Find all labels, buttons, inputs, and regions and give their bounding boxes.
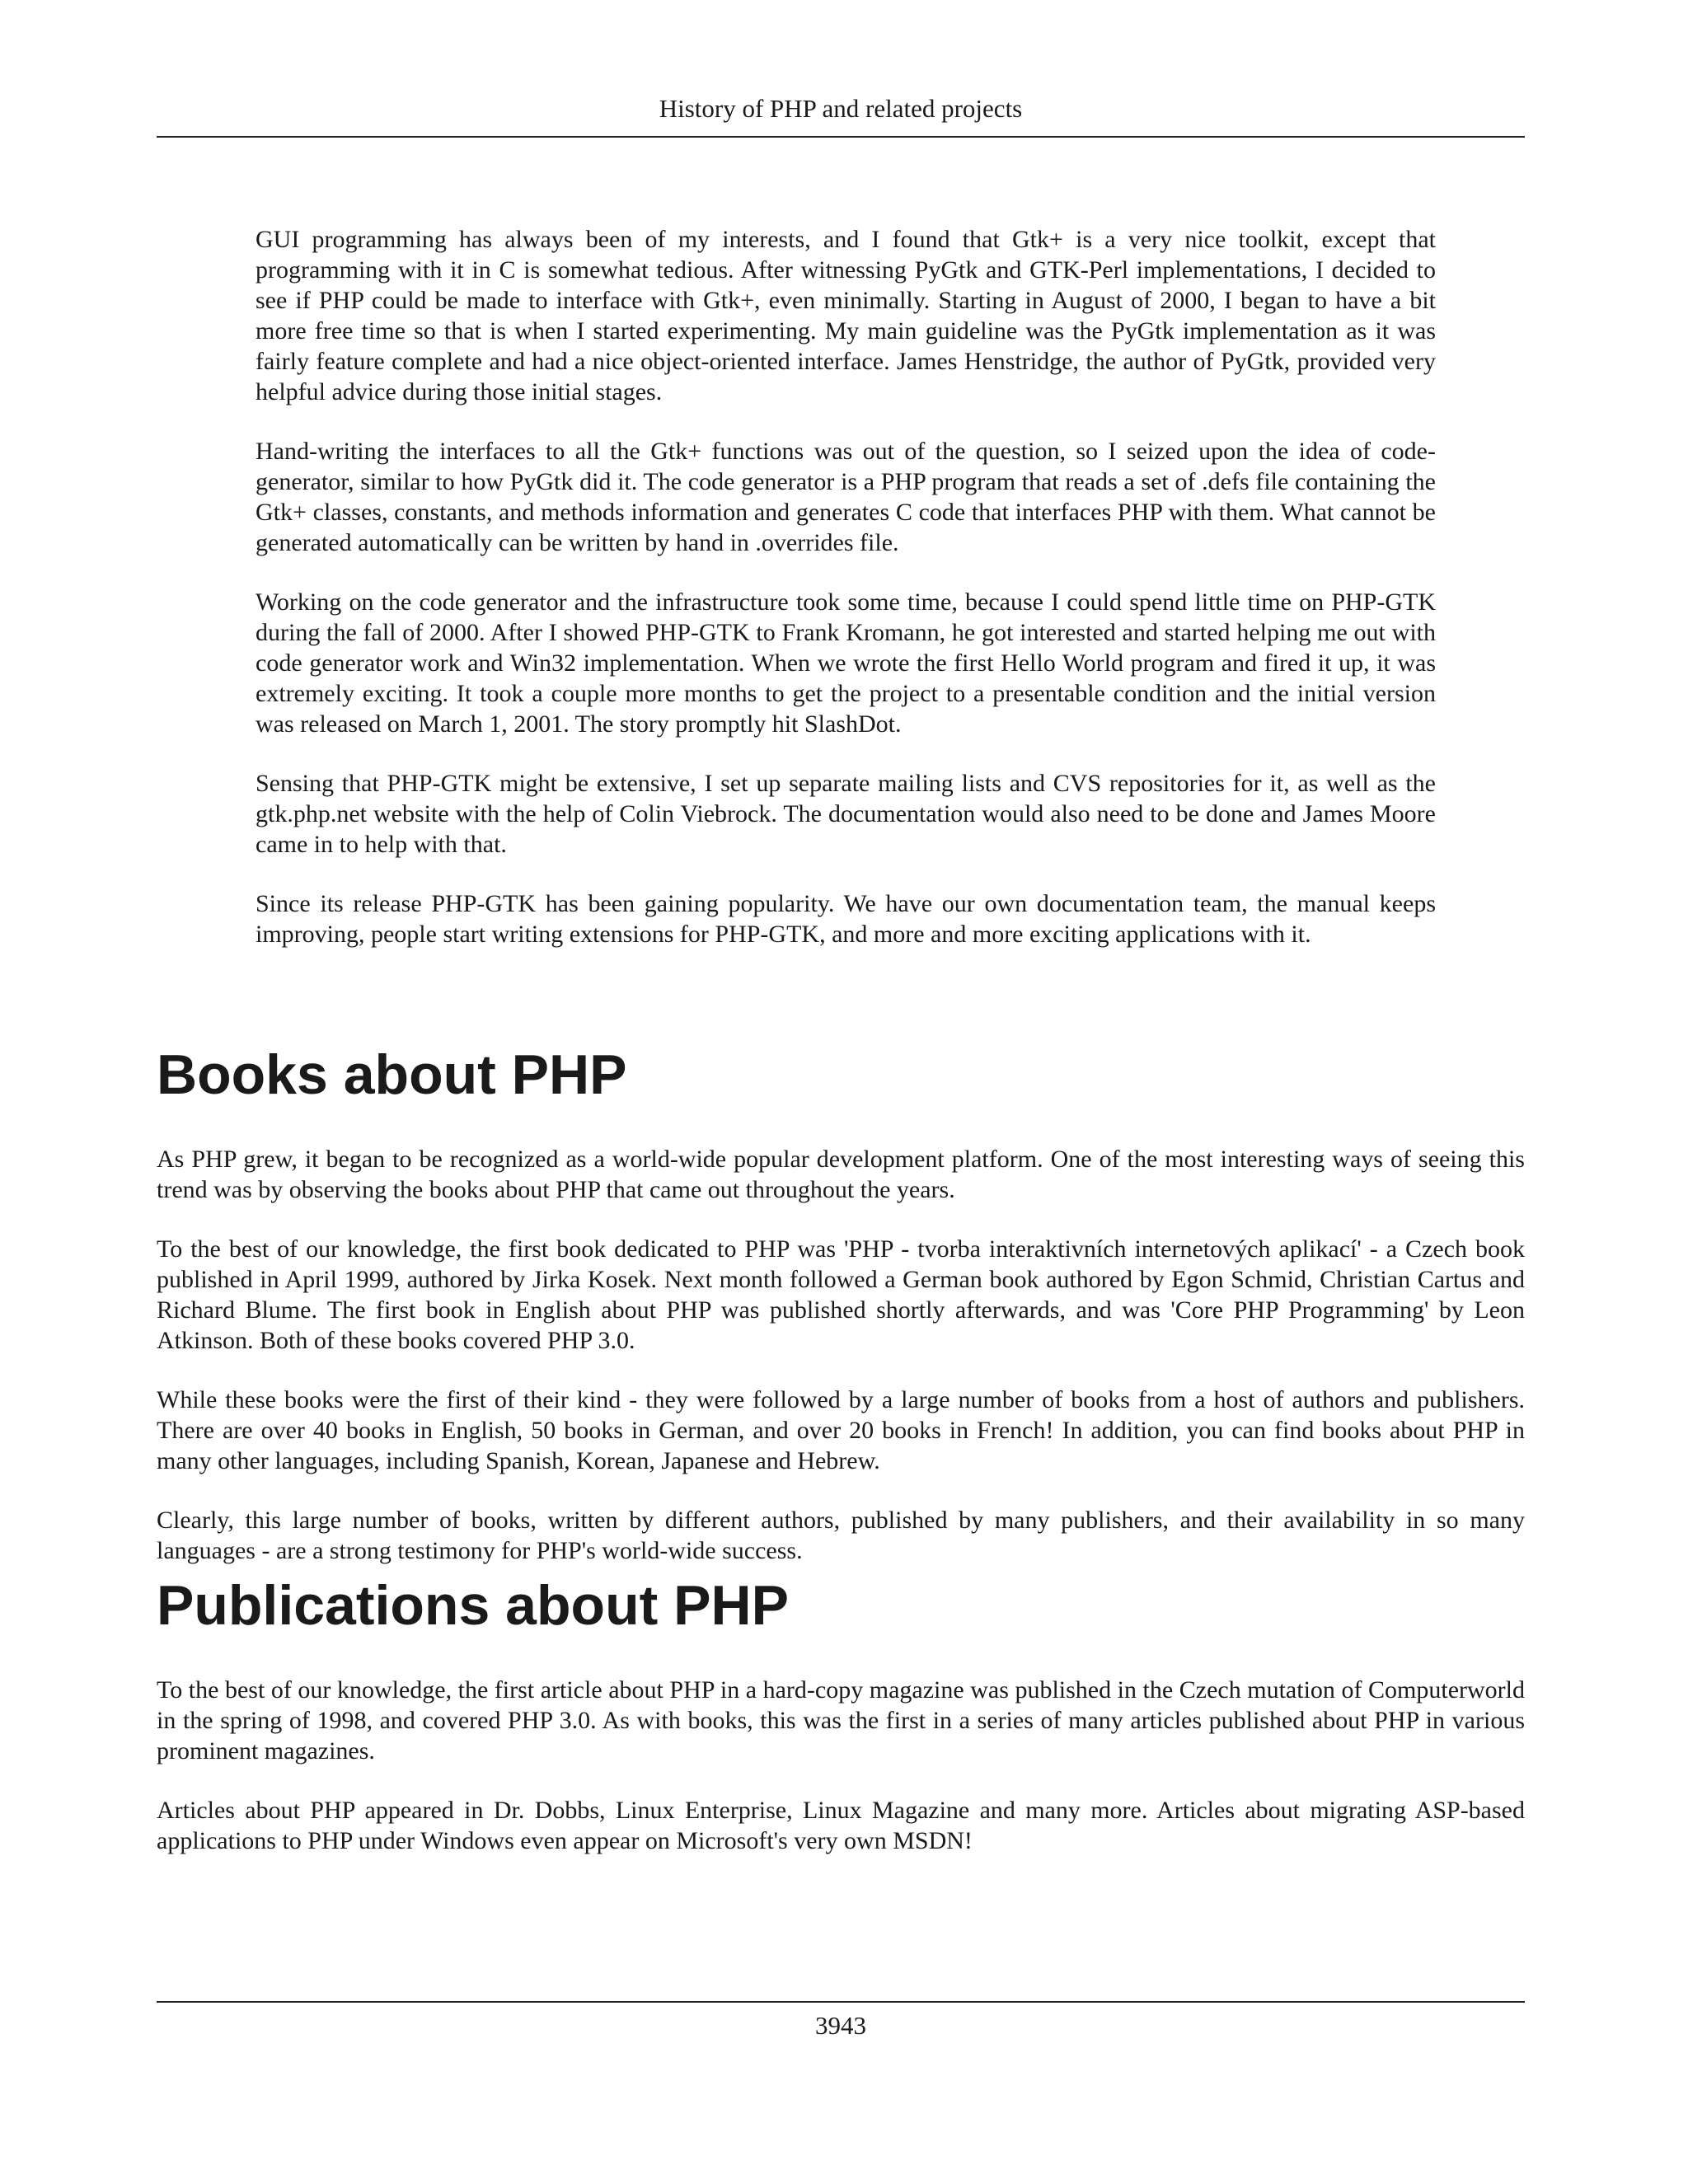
- books-paragraph-4: Clearly, this large number of books, written by different authors, published by many publishers, and their availability in so many languages - are a strong testimony for PHP's world-wide success.: [157, 1507, 1525, 1564]
- running-header: History of PHP and related projects: [659, 94, 1023, 123]
- quote-paragraph-4: Sensing that PHP-GTK might be extensive, I set up separate mailing lists and CVS repositories for it, as well as the gtk.php.net website with the help of Colin Viebrock. The documentation would also need to be done and James Moore came in to help with that.: [256, 770, 1436, 858]
- books-paragraph-3: While these books were the first of their kind - they were followed by a large number of books from a host of authors and publishers. There are over 40 books in English, 50 books in German, and over 20 books in French! In addition, you can find books about PHP in many other languages, including Spanish, Korean, Japanese and Hebrew.: [157, 1386, 1525, 1474]
- header-divider: [157, 136, 1525, 138]
- publications-paragraph-1: To the best of our knowledge, the first article about PHP in a hard-copy magazine was published in the Czech mutation of Computerworld in the spring of 1998, and covered PHP 3.0. As with books, this was the first in a series of many articles published about PHP in various prominent magazines.: [157, 1676, 1525, 1765]
- publications-heading: Publications about PHP: [157, 1574, 789, 1637]
- page-number: 3943: [815, 2011, 866, 2040]
- publications-paragraph-2: Articles about PHP appeared in Dr. Dobbs, Linux Enterprise, Linux Magazine and many more. Articles about migrating ASP-based applications to PHP under Windows even appear on Microsoft's very own MSDN!: [157, 1797, 1525, 1854]
- books-paragraph-1: As PHP grew, it began to be recognized as a world-wide popular development platform. One of the most interesting ways of seeing this trend was by observing the books about PHP that came out throughout the years.: [157, 1146, 1525, 1203]
- publications-section: [157, 1571, 1525, 1885]
- quoted-passage: [256, 224, 1436, 978]
- books-section: [157, 1040, 1525, 1595]
- footer-divider: [157, 2001, 1525, 2003]
- quote-paragraph-2: Hand-writing the interfaces to all the Gtk+ functions was out of the question, so I seized upon the idea of code-generator, similar to how PyGtk did it. The code generator is a PHP program that reads a set of .defs file containing the Gtk+ classes, constants, and methods information and generates C code that interfaces PHP with them. What cannot be generated automatically can be written by hand in .overrides file.: [256, 438, 1436, 556]
- quote-paragraph-3: Working on the code generator and the infrastructure took some time, because I could spend little time on PHP-GTK during the fall of 2000. After I showed PHP-GTK to Frank Kromann, he got interested and started helping me out with code generator work and Win32 implementation. When we wrote the first Hello World program and fired it up, it was extremely exciting. It took a couple more months to get the project to a presentable condition and the initial version was released on March 1, 2001. The story promptly hit SlashDot.: [256, 588, 1436, 738]
- quote-paragraph-5: Since its release PHP-GTK has been gaining popularity. We have our own documentation team, the manual keeps improving, people start writing extensions for PHP-GTK, and more and more exciting applications with it.: [256, 890, 1436, 948]
- books-heading: Books about PHP: [157, 1043, 627, 1106]
- quote-paragraph-1: GUI programming has always been of my interests, and I found that Gtk+ is a very nice toolkit, except that programming with it in C is somewhat tedious. After witnessing PyGtk and GTK-Perl implementations, I decided to see if PHP could be made to interface with Gtk+, even minimally. Starting in August of 2000, I began to have a bit more free time so that is when I started experimenting. My main guideline was the PyGtk implementation as it was fairly feature complete and had a nice object-oriented interface. James Henstridge, the author of PyGtk, provided very helpful advice during those initial stages.: [256, 226, 1436, 405]
- books-paragraph-2: To the best of our knowledge, the first book dedicated to PHP was 'PHP - tvorba interaktivních internetových aplikací' - a Czech book published in April 1999, authored by Jirka Kosek. Next month followed a German book authored by Egon Schmid, Christian Cartus and Richard Blume. The first book in English about PHP was published shortly afterwards, and was 'Core PHP Programming' by Leon Atkinson. Both of these books covered PHP 3.0.: [157, 1235, 1525, 1354]
